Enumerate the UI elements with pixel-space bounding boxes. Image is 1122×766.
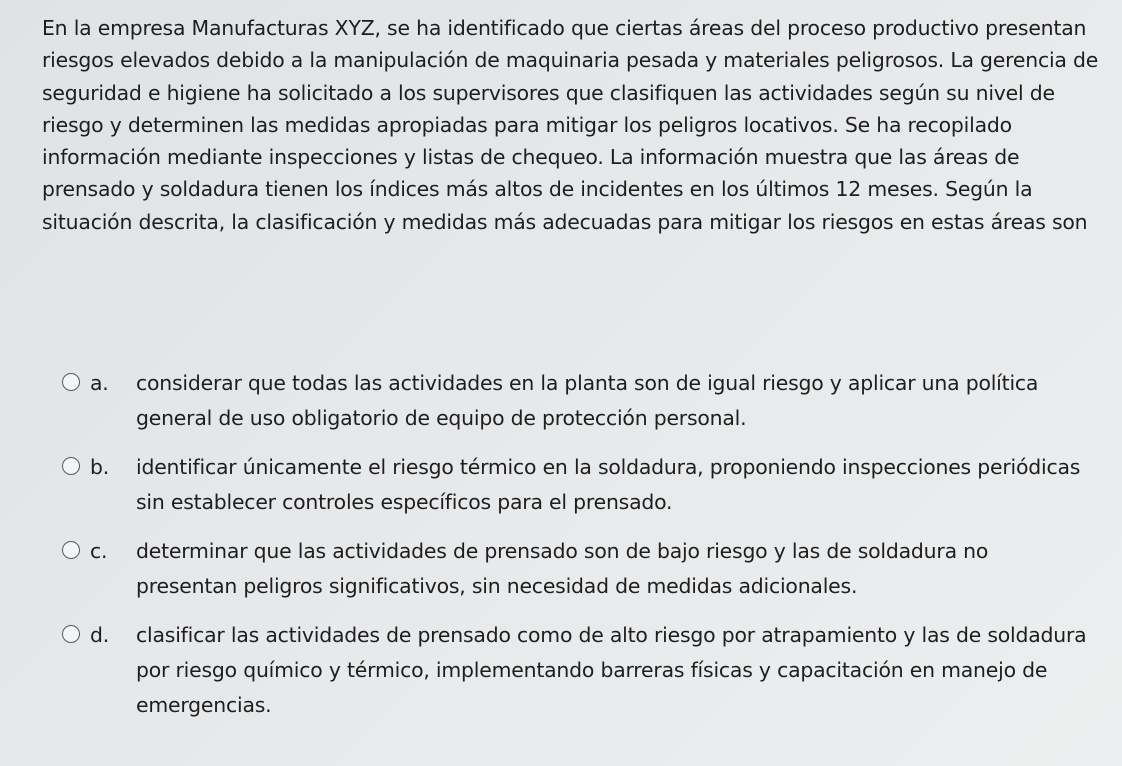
option-letter-a: a. [90, 371, 109, 395]
radio-button-d[interactable] [62, 625, 80, 643]
option-letter-b: b. [90, 455, 110, 479]
option-a[interactable] [62, 366, 1092, 436]
radio-button-c[interactable] [62, 541, 80, 559]
option-text-d: clasificar las actividades de prensado como de alto riesgo por atrapamiento y las de soldadura por riesgo químico y térmico, implementando barreras físicas y capacitación en manejo de emergencias. [136, 623, 1087, 717]
option-letter-c: c. [90, 539, 108, 563]
option-c[interactable] [62, 534, 1092, 604]
option-d[interactable] [62, 618, 1092, 723]
option-text-c: determinar que las actividades de prensado son de bajo riesgo y las de soldadura no presentan peligros significativos, sin necesidad de medidas adicionales. [136, 539, 989, 598]
question-text: En la empresa Manufacturas XYZ, se ha identificado que ciertas áreas del proceso productivo presentan riesgos elevados debido a la manipulación de maquinaria pesada y materiales peligrosos. La gerencia de seguridad e higiene ha solicitado a los supervisores que clasifiquen las actividades según su nivel de riesgo y determinen las medidas apropiadas para mitigar los peligros locativos. Se ha recopilado información mediante inspecciones y listas de chequeo. La información muestra que las áreas de prensado y soldadura tienen los índices más altos de incidentes en los últimos 12 meses. Según la situación descrita, la clasificación y medidas más adecuadas para mitigar los riesgos en estas áreas son [42, 16, 1099, 234]
radio-button-b[interactable] [62, 457, 80, 475]
answer-options [62, 366, 1092, 737]
radio-button-a[interactable] [62, 373, 80, 391]
option-text-a: considerar que todas las actividades en la planta son de igual riesgo y aplicar una política general de uso obligatorio de equipo de protección personal. [136, 371, 1039, 430]
option-letter-d: d. [90, 623, 110, 647]
option-b[interactable] [62, 450, 1092, 520]
option-text-b: identificar únicamente el riesgo térmico en la soldadura, proponiendo inspecciones periódicas sin establecer controles específicos para el prensado. [136, 455, 1081, 514]
